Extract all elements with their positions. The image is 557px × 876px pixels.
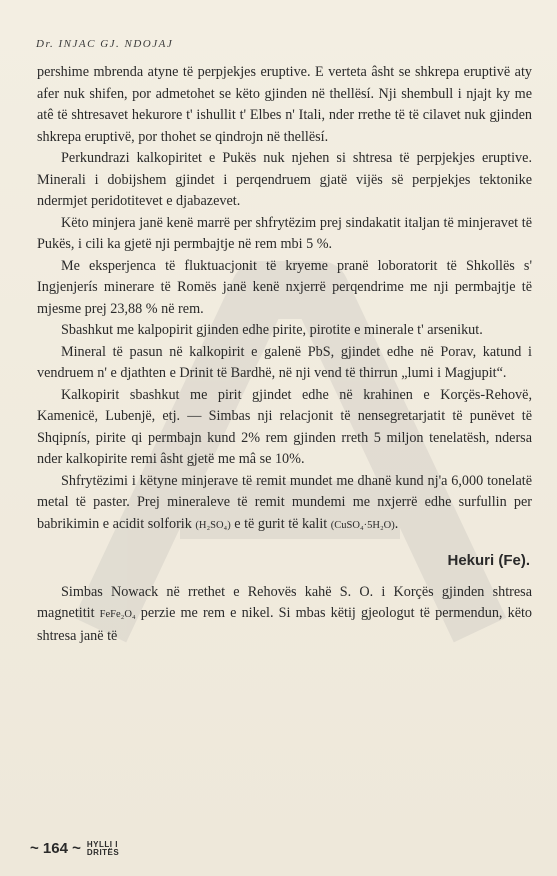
paragraph-9-tail: perzie me rem e nikel. Si mbas këtij gjeologut të permendun, këto shtresa janë të (37, 605, 533, 644)
paragraph-9-text: Simbas Nowack në rrethet e Rehovës kahë S. O. i Korçës gjinden shtresa magnetitit (37, 583, 532, 621)
paragraph-8-text: Shfrytëzimi i këtyne minjerave të remit mundet me dhanë kund nj'a 6,000 tonelatë metal të paster. Prej mineraleve të remit mundemi me nxjerrë edhe surfullin per babrikimin e acidit solforik (37, 472, 532, 532)
brand-top: HYLLI I (86, 839, 118, 849)
paragraph-7: Kalkopirit sbashkut me pirit gjindet edhe në krahinen e Korçës-Rehovë, Kamenicë, Lubenjë, etj. — Simbas nji relacjonit të nensegretarjatit të punëvet të Shqipnís, pirite qi permbajn kund 2% rem gjinden rreth 5 miljon tenelatësh, ndersa nder kalkopirite remi âsht gjetë me mâ se 10%. (37, 386, 532, 467)
paragraph-9 (37, 582, 532, 648)
body-text (37, 62, 532, 647)
formula-copper-sulfate: (CuSO₄·5H₂O) (330, 519, 395, 531)
running-head: Dr. INJAC GJ. NDOJAJ (36, 38, 174, 50)
paragraph-5: Sbashkut me kalpopirit gjinden edhe pirite, pirotite e minerale t' arsenikut. (61, 322, 483, 338)
page-number: ~ 164 ~ (30, 840, 81, 857)
paragraph-1: pershime mbrenda atyne të perpjekjes eruptive. E verteta âsht se shkrepa eruptivë aty afer nuk shifen, por admetohet se këto gjinden në thellësí. Nji shembull i njajt ky me atê të shtresavet hekurore t' ishullit t' Elbes n' Itali, nder rrethe të të cilavet nuk gjinden shkrepa eruptivë, por thohet se qindrojn në thellësí. (37, 64, 532, 145)
formula-sulfuric-acid: (H₂SO₄) (195, 519, 231, 531)
paragraph-6: Mineral të pasun në kalkopirit e galenë PbS, gjindet edhe në Porav, katund i vendruem n' e djathten e Drinit të Bardhë, në nji vend të thirrun „lumi i Magjupit“. (37, 343, 532, 381)
footer (30, 840, 119, 857)
paragraph-4: Me eksperjenca të fluktuacjonit të kryeme pranë loboratorit të Shkollës s' Ingjenjerís minerare të Romës janë kenë nxjerrë perqendrime me nji permbajtje të mjesme prej 23,88 % në rem. (37, 257, 532, 317)
paragraph-3: Këto minjera janë kenë marrë per shfrytëzim prej sindakatit italjan të minjeravet të Pukës, i cili ka gjetë nji permbajtje në rem mbi 5 %. (37, 214, 532, 252)
paragraph-2: Perkundrazi kalkopiritet e Pukës nuk njehen si shtresa të perpjekjes eruptive. Minerali i dobijshem gjindet i perqendruem gjatë vijës së perpjekjes tektonike ndermjet peridotitevet e djabazevet. (37, 150, 532, 209)
section-title: Hekuri (Fe). (447, 552, 530, 569)
paragraph-8: Shfrytëzimi i këtyne minjerave të remit mundet me dhanë kund nj'a 6,000 tonelatë metal të paster. Prej mineraleve të remit mundemi me nxjerrë edhe surfullin per babrikimin e acidit solforik (H₂SO₄) e të gurit të kalit (CuSO₄·5H₂O). (37, 472, 532, 532)
brand-bottom: DRITËS (86, 847, 120, 857)
brand-logo (87, 841, 119, 857)
paragraph-8-tail: e të gurit të kalit (234, 515, 328, 532)
formula-magnetite: FeFe₂O₄ (99, 609, 136, 620)
